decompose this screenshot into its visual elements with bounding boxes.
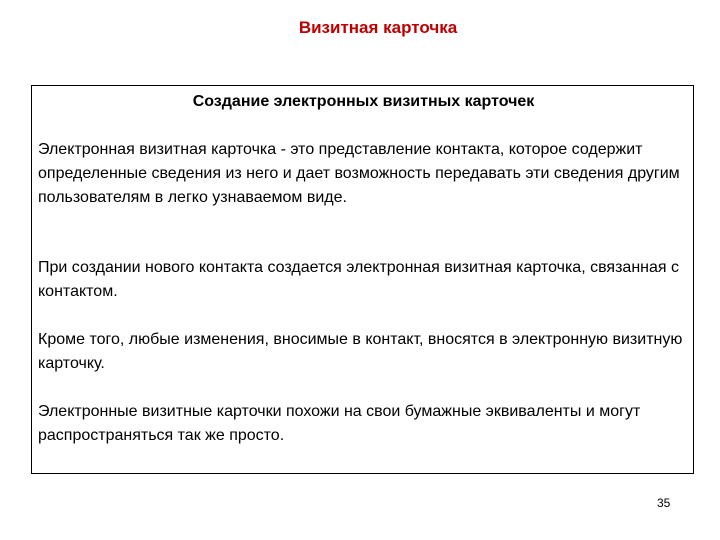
paragraph-changes: Кроме того, любые изменения, вносимые в контакт, вносятся в электронную визитную карточку.: [38, 331, 683, 372]
paragraph-comparison: Электронные визитные карточки похожи на свои бумажные эквиваленты и могут распространяться так же просто.: [38, 403, 641, 444]
paragraph-creation: При создании нового контакта создается электронная визитная карточка, связанная с контактом.: [38, 259, 679, 300]
content-box: [31, 85, 694, 474]
slide-title: Визитная карточка: [298, 18, 458, 37]
section-heading: Создание электронных визитных карточек: [192, 93, 535, 110]
paragraph-definition: Электронная визитная карточка - это представление контакта, которое содержит определенные сведения из него и дает возможность передавать эти сведения другим пользователям в легко узнаваемом виде.: [38, 141, 680, 206]
page-number: 35: [657, 496, 671, 510]
